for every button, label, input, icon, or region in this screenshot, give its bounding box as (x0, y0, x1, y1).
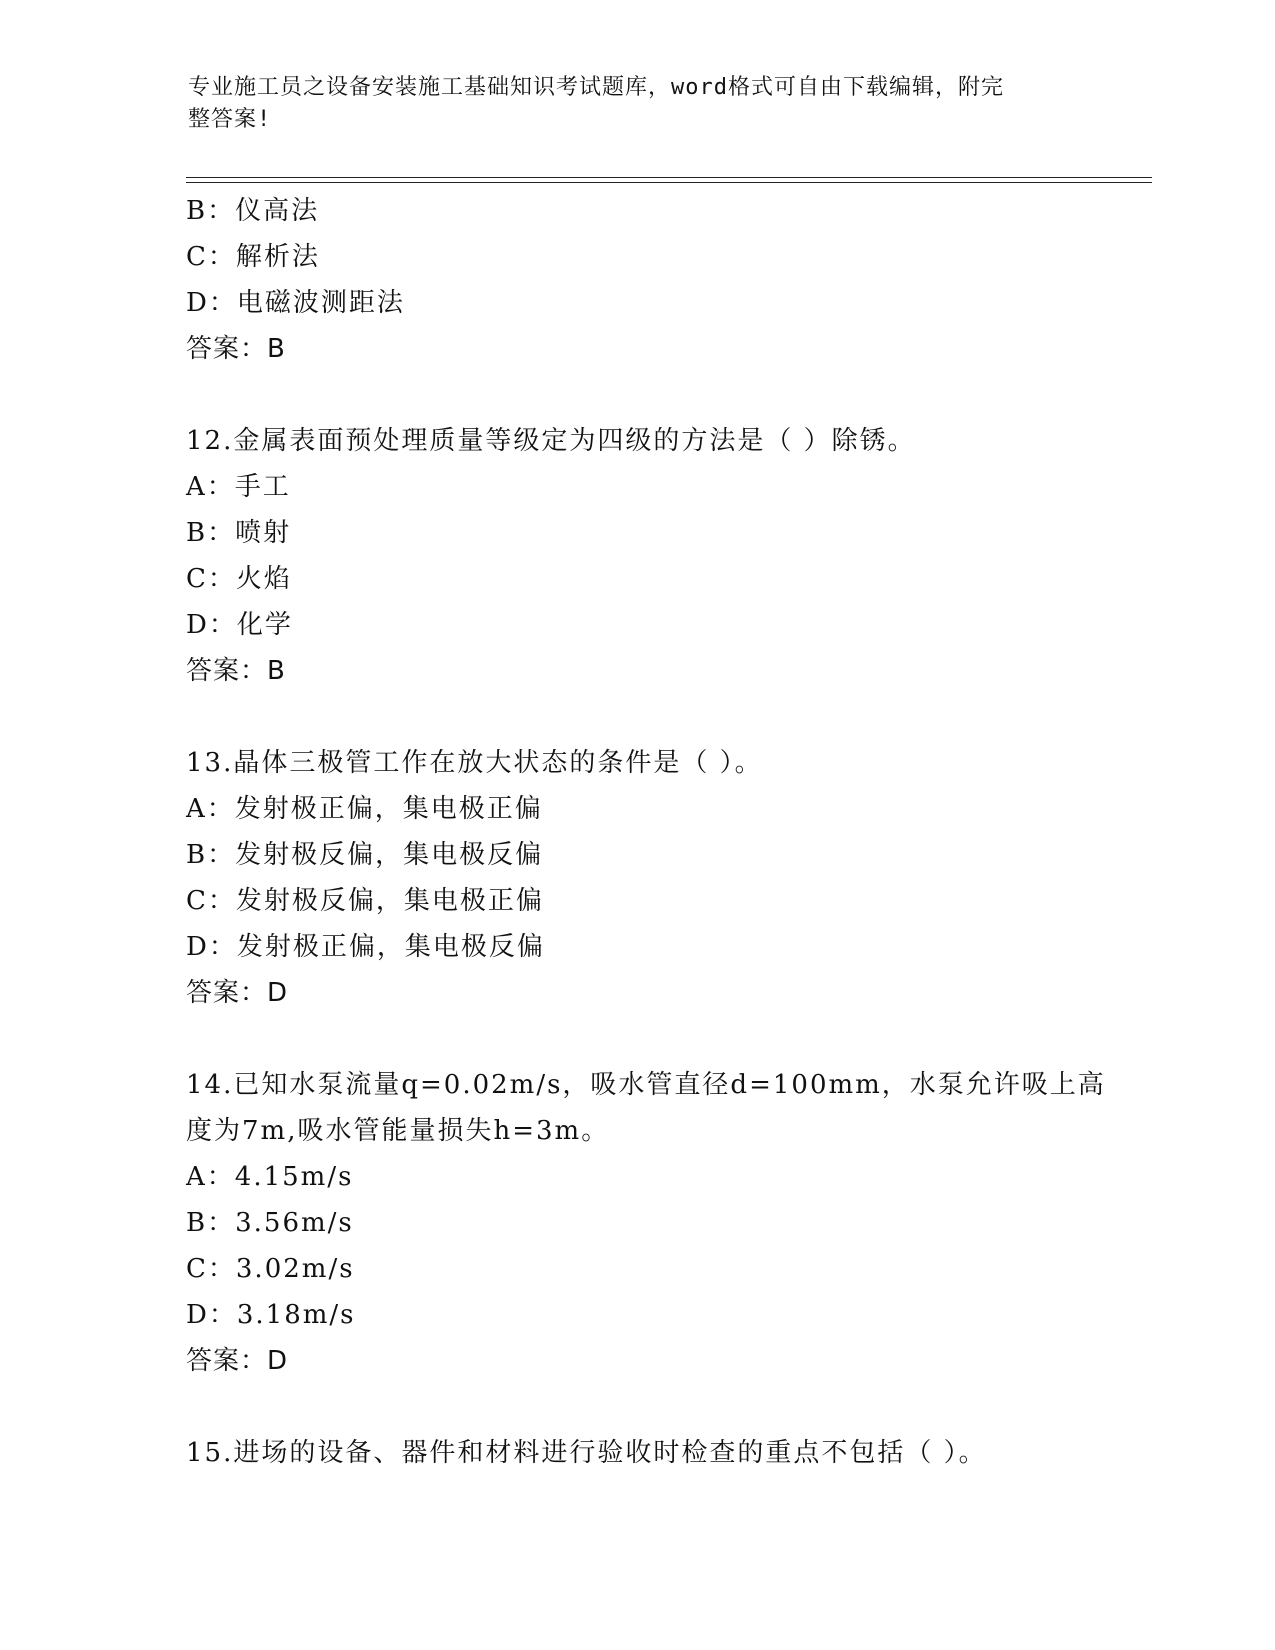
answer-line: 答案：B (186, 334, 286, 364)
option-a: A：4.15m/s (186, 1162, 354, 1192)
option-d: D：3.18m/s (186, 1300, 356, 1330)
header-line-2: 整答案! (188, 107, 272, 132)
spacer (186, 1384, 1086, 1430)
header-divider-top (186, 177, 1152, 178)
option-a: A：发射极正偏，集电极正偏 (186, 794, 543, 824)
question-list (186, 188, 1106, 1476)
question-stem: 12.金属表面预处理质量等级定为四级的方法是（ ）除锈。 (186, 426, 916, 456)
spacer (186, 1016, 1086, 1062)
option-b: B：3.56m/s (186, 1208, 354, 1238)
question-stem-line-1: 14.已知水泵流量q=0.02m/s，吸水管直径d=100mm，水泵允许吸上高 (186, 1070, 1106, 1100)
question-stem: 15.进场的设备、器件和材料进行验收时检查的重点不包括（ ）。 (186, 1438, 987, 1468)
option-d: D：发射极正偏，集电极反偏 (186, 932, 545, 962)
option-c: C：解析法 (186, 242, 320, 272)
option-c: C：火焰 (186, 564, 292, 594)
answer-line: 答案：D (186, 978, 289, 1008)
spacer (186, 372, 1086, 418)
option-d: D：电磁波测距法 (186, 288, 405, 318)
answer-line: 答案：D (186, 1346, 289, 1376)
question-11 (186, 188, 1086, 372)
question-13 (186, 740, 1086, 1016)
option-b: B：仪高法 (186, 196, 320, 226)
option-d: D：化学 (186, 610, 293, 640)
header-divider-bottom (186, 182, 1152, 183)
question-12 (186, 418, 1086, 694)
spacer (186, 694, 1086, 740)
question-stem: 13.晶体三极管工作在放大状态的条件是（ ）。 (186, 748, 763, 778)
header-line-1: 专业施工员之设备安装施工基础知识考试题库，word格式可自由下载编辑，附完 (188, 75, 1004, 100)
answer-line: 答案：B (186, 656, 286, 686)
option-c: C：发射极反偏，集电极正偏 (186, 886, 544, 916)
option-b: B：发射极反偏，集电极反偏 (186, 840, 544, 870)
question-14 (186, 1062, 1106, 1384)
question-15 (186, 1430, 1086, 1476)
option-b: B：喷射 (186, 518, 292, 548)
option-a: A：手工 (186, 472, 291, 502)
question-stem-line-2: 度为7m,吸水管能量损失h=3m。 (186, 1116, 610, 1146)
document-header (188, 72, 1068, 136)
option-c: C：3.02m/s (186, 1254, 355, 1284)
